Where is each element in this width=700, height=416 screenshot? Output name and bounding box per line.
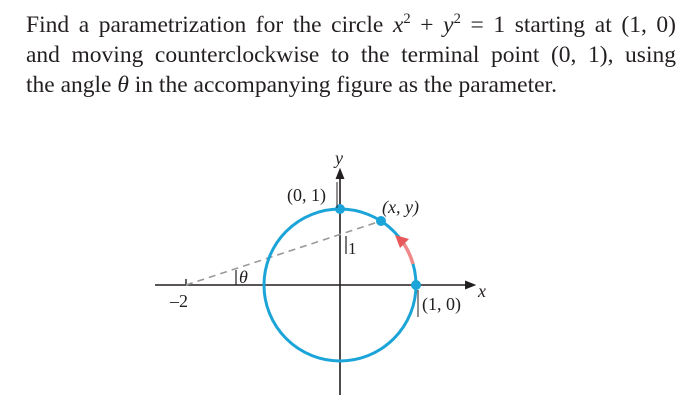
problem-text: = 1 starting at (1, 0) [460,12,676,38]
direction-arrow [404,244,413,264]
y-axis-label: y [335,148,343,168]
point-xy-label: (x, y) [382,197,419,217]
problem-text: Find a parametrization for the circle [26,12,393,38]
point-right [411,280,421,290]
point-top-label: (0, 1) [287,185,326,205]
math-exponent: 2 [453,10,461,27]
angle-label: θ [239,267,248,287]
math-x: x [392,12,404,38]
math-y: y [443,12,454,38]
problem-line-2: and moving counterclockwise to the terminal point (0, 1), using [26,42,676,68]
math-theta: θ [117,72,129,98]
tick-neg2-label: –2 [170,291,188,311]
math-plus: + [410,12,444,38]
problem-text: in the accompanying figure as the parameter. [128,72,557,98]
problem-text: the angle [26,72,118,98]
point-right-label: (1, 0) [422,294,461,314]
point-xy [376,216,386,226]
math-exponent: 2 [403,10,411,27]
segment-label: 1 [348,239,357,258]
x-axis-label: x [478,281,486,301]
